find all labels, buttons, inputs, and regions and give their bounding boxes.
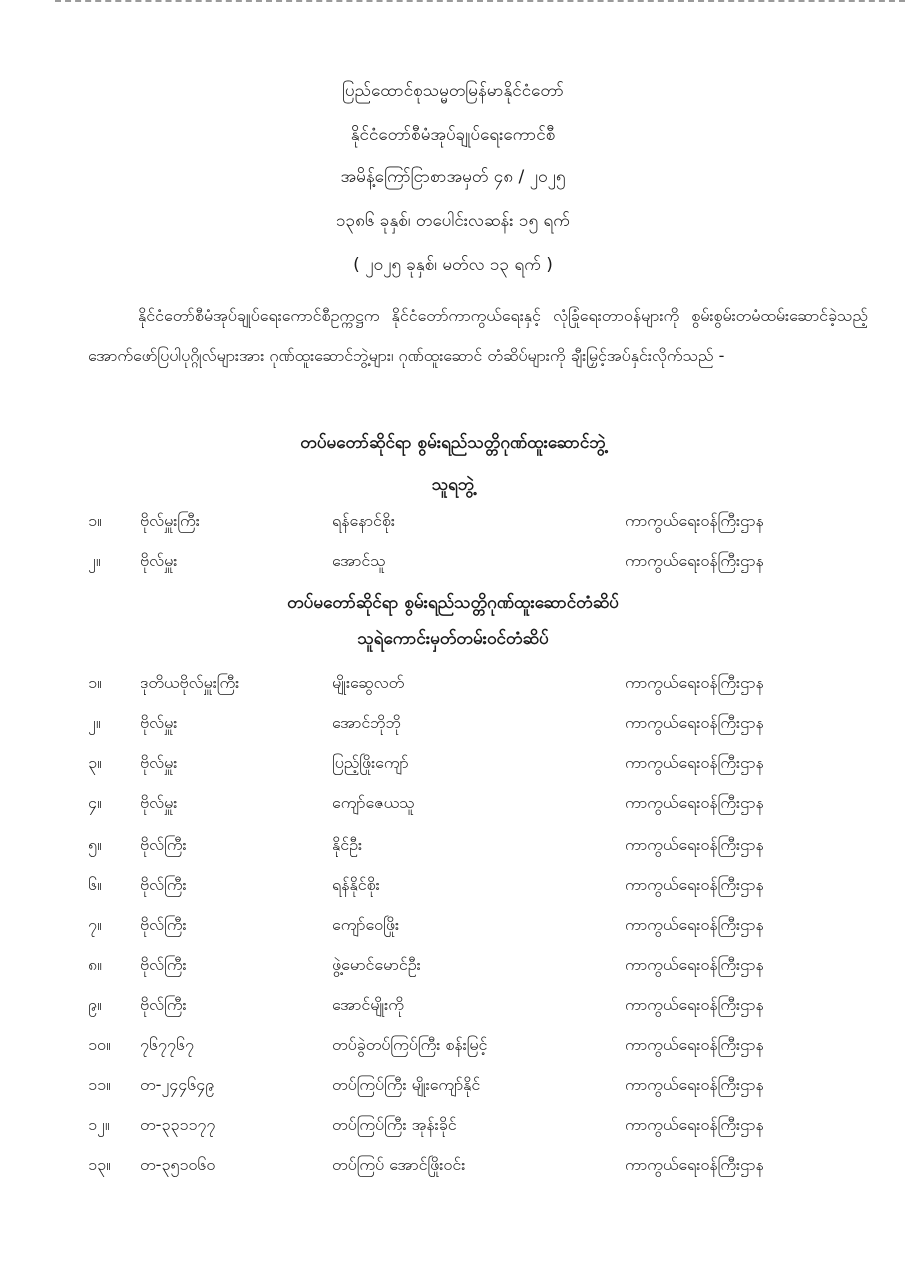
row-unit: ကာကွယ်ရေးဝန်ကြီးဌာန bbox=[625, 915, 764, 934]
row-number: ၄။ bbox=[88, 793, 102, 812]
row-number: ၉။ bbox=[88, 995, 102, 1014]
scan-top-border bbox=[55, 0, 905, 4]
row-name: အောင်မျိုးကို bbox=[332, 995, 404, 1014]
row-unit: ကာကွယ်ရေးဝန်ကြီးဌာန bbox=[625, 955, 764, 974]
row-unit: ကာကွယ်ရေးဝန်ကြီးဌာန bbox=[625, 551, 764, 570]
row-number: ၅။ bbox=[88, 835, 102, 854]
row-name: ရန်နိုင်စိုး bbox=[332, 875, 380, 894]
row-unit: ကာကွယ်ရေးဝန်ကြီးဌာန bbox=[625, 1115, 764, 1134]
row-unit: ကာကွယ်ရေးဝန်ကြီးဌာန bbox=[625, 995, 764, 1014]
row-number: ၆။ bbox=[88, 875, 102, 894]
table-row bbox=[0, 550, 906, 580]
table-row bbox=[0, 1034, 906, 1064]
row-rank: ဗိုလ်ကြီး bbox=[140, 995, 187, 1014]
row-name: ရန်နောင်စိုး bbox=[332, 511, 395, 530]
row-unit: ကာကွယ်ရေးဝန်ကြီးဌာန bbox=[625, 713, 764, 732]
row-name: တပ်ကြပ် အောင်ဖြိုးဝင်း bbox=[332, 1155, 466, 1174]
row-name: နိုင်ဦး bbox=[332, 835, 363, 854]
section2-subtitle: သူရဲကောင်းမှတ်တမ်းဝင်တံဆိပ် bbox=[357, 629, 549, 649]
row-rank: တ-၃၃၁၁၇၇ bbox=[140, 1115, 216, 1134]
order-number: အမိန့်ကြော်ငြာစာအမှတ် ၄၈ / ၂၀၂၅ bbox=[340, 167, 566, 187]
row-rank: ဗိုလ်မှူး bbox=[140, 793, 178, 812]
row-name: အောင်ဘိုဘို bbox=[332, 713, 402, 732]
row-number: ၁။ bbox=[88, 511, 102, 530]
gregorian-date: ( ၂၀၂၅ ခုနှစ်၊ မတ်လ ၁၃ ရက် ) bbox=[353, 255, 553, 275]
row-name: ကျော်ဝေဖြိုး bbox=[332, 915, 400, 934]
table-row bbox=[0, 712, 906, 742]
section1-subtitle: သူရဘွဲ့ bbox=[431, 475, 475, 495]
intro-text: နိုင်ငံတော်စီမံအုပ်ချုပ်ရေးကောင်စီဥက္ကဋ္ဌက နိုင်ငံတော်ကာကွယ်ရေးနှင့် လုံခြုံရေးတာဝန်များကို စွမ်းစွမ်းတမံထမ်းဆောင်ခဲ့သည့် အောက်ဖော်ပြပါပုဂ္ဂိုလ်များအား ဂုဏ်ထူးဆောင်ဘွဲ့များ၊ ဂုဏ်ထူးဆောင် တံဆိပ်များကို ချီးမြှင့်အပ်နှင်းလိုက်သည် - bbox=[88, 306, 868, 365]
row-unit: ကာကွယ်ရေးဝန်ကြီးဌာန bbox=[625, 1035, 764, 1054]
row-name: မျိုးဆွေလတ် bbox=[332, 673, 405, 692]
table-row bbox=[0, 1114, 906, 1144]
table-row bbox=[0, 954, 906, 984]
table-row bbox=[0, 1154, 906, 1184]
row-rank: ဗိုလ်ကြီး bbox=[140, 835, 187, 854]
myanmar-date: ၁၃၈၆ ခုနှစ်၊ တပေါင်းလဆန်း ၁၅ ရက် bbox=[336, 211, 570, 231]
table-row bbox=[0, 834, 906, 864]
council-title: နိုင်ငံတော်စီမံအုပ်ချုပ်ရေးကောင်စီ bbox=[350, 125, 556, 145]
row-unit: ကာကွယ်ရေးဝန်ကြီးဌာန bbox=[625, 1075, 764, 1094]
row-name: တပ်ကြပ်ကြီး အုန်းခိုင် bbox=[332, 1115, 457, 1134]
row-rank: ဗိုလ်မှူးကြီး bbox=[140, 511, 200, 530]
row-unit: ကာကွယ်ရေးဝန်ကြီးဌာန bbox=[625, 753, 764, 772]
row-number: ၃။ bbox=[88, 753, 102, 772]
row-number: ၂။ bbox=[88, 713, 101, 732]
row-number: ၁၃။ bbox=[88, 1155, 111, 1174]
table-row bbox=[0, 994, 906, 1024]
row-rank: ဗိုလ်ကြီး bbox=[140, 915, 187, 934]
table-row bbox=[0, 672, 906, 702]
row-name: တပ်ခွဲတပ်ကြပ်ကြီး စန်းမြင့် bbox=[332, 1035, 488, 1054]
row-rank: ဗိုလ်မှူး bbox=[140, 713, 178, 732]
intro-paragraph bbox=[88, 296, 868, 376]
row-number: ၁၀။ bbox=[88, 1035, 111, 1054]
table-row bbox=[0, 874, 906, 904]
row-name: ပြည့်ဖြိုးကျော် bbox=[332, 753, 409, 772]
row-unit: ကာကွယ်ရေးဝန်ကြီးဌာန bbox=[625, 1155, 764, 1174]
row-rank: ဒုတိယဗိုလ်မှူးကြီး bbox=[140, 673, 240, 692]
row-rank: ဗိုလ်မှူး bbox=[140, 753, 178, 772]
row-number: ၁၁။ bbox=[88, 1075, 111, 1094]
table-row bbox=[0, 914, 906, 944]
table-row bbox=[0, 792, 906, 822]
row-rank: ဗိုလ်ကြီး bbox=[140, 955, 187, 974]
row-number: ၇။ bbox=[88, 915, 102, 934]
section1-title: တပ်မတော်ဆိုင်ရာ စွမ်းရည်သတ္တိဂုဏ်ထူးဆောင်ဘွဲ့ bbox=[300, 433, 606, 453]
row-number: ၁၂။ bbox=[88, 1115, 110, 1134]
country-title: ပြည်ထောင်စုသမ္မတမြန်မာနိုင်ငံတော် bbox=[342, 81, 564, 101]
row-name: ဖွဲ့မောင်မောင်ဦး bbox=[332, 955, 421, 974]
row-unit: ကာကွယ်ရေးဝန်ကြီးဌာန bbox=[625, 835, 764, 854]
table-row bbox=[0, 510, 906, 540]
row-name: ကျော်ဇေယသူ bbox=[332, 793, 415, 812]
table-row bbox=[0, 752, 906, 782]
row-rank: ၇၆၇၇၆၇ bbox=[140, 1035, 194, 1054]
row-name: တပ်ကြပ်ကြီး မျိုးကျော်နိုင် bbox=[332, 1075, 481, 1094]
row-name: အောင်သူ bbox=[332, 551, 386, 570]
table-row bbox=[0, 1074, 906, 1104]
section2-title: တပ်မတော်ဆိုင်ရာ စွမ်းရည်သတ္တိဂုဏ်ထူးဆောင်တံဆိပ် bbox=[287, 593, 619, 613]
row-rank: ဗိုလ်ကြီး bbox=[140, 875, 187, 894]
row-number: ၂။ bbox=[88, 551, 101, 570]
row-rank: ဗိုလ်မှူး bbox=[140, 551, 178, 570]
row-unit: ကာကွယ်ရေးဝန်ကြီးဌာန bbox=[625, 511, 764, 530]
row-rank: တ-၃၅၁၀၆၀ bbox=[140, 1155, 216, 1174]
row-unit: ကာကွယ်ရေးဝန်ကြီးဌာန bbox=[625, 673, 764, 692]
row-number: ၁။ bbox=[88, 673, 102, 692]
row-unit: ကာကွယ်ရေးဝန်ကြီးဌာန bbox=[625, 875, 764, 894]
row-number: ၈။ bbox=[88, 955, 102, 974]
row-unit: ကာကွယ်ရေးဝန်ကြီးဌာန bbox=[625, 793, 764, 812]
row-rank: တ-၂၄၄၆၄၉ bbox=[140, 1075, 215, 1094]
